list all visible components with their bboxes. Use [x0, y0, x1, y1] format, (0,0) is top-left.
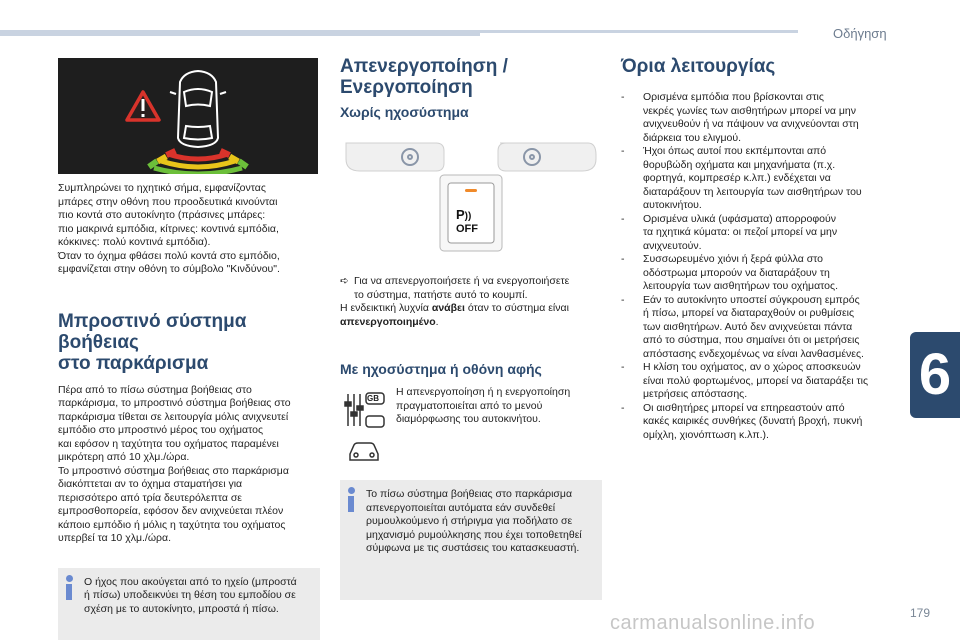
- caption-line: Συμπληρώνει το ηχητικό σήμα, εμφανίζοντας: [58, 182, 266, 194]
- without-audio-subheading: Χωρίς ηχοσύστημα: [340, 104, 469, 120]
- display-caption: [58, 182, 320, 277]
- limit-item: - Ήχοι όπως αυτοί που εκπέμπονται από θορυβώδη οχήματα και μηχανήματα (π.χ. φορτηγά, κομπρεσέρ κ.λπ.) ενδέχεται να διαταράξουν τη λειτουργία των αισθητήρων του αυτοκινήτου.: [621, 145, 893, 213]
- header-bar-right: [480, 30, 798, 33]
- off-label: OFF: [456, 223, 478, 235]
- touchscreen-section: [340, 386, 602, 466]
- info-icon: [348, 487, 356, 513]
- park-sensor-icon: P)): [456, 207, 472, 222]
- caption-line: πιο κοντά στο αυτοκίνητο (πράσινες μπάρες:: [58, 209, 266, 221]
- page-number: 179: [910, 606, 931, 620]
- indicator-led: [465, 189, 477, 192]
- limit-item: - Ορισμένα εμπόδια που βρίσκονται στις νεκρές γωνίες των αισθητήρων μπορεί να μην ανιχνευθούν ή να πάψουν να ανιχνεύονται στη διάρκεια του ελιγμού.: [621, 91, 893, 145]
- header-bar-left: [0, 30, 480, 36]
- info-note-towing: Το πίσω σύστημα βοήθειας στο παρκάρισμα απενεργοποιείται αυτόματα εάν συνδεθεί ρυμουλκούμενο ή στήριγμα για ποδήλατο σε μηχανισμό ρυμούλκησης που έχει τοποθετηθεί σύμφωνα με τις συστάσεις του κατασκευαστή.: [340, 480, 602, 600]
- caption-line: πιο μακρινά εμπόδια, κίτρινες: κοντινά εμπόδια,: [58, 222, 279, 235]
- caption-line: εμφανίζεται στην οθόνη το σύμβολο "Κινδύνου".: [58, 263, 280, 275]
- watermark: carmanualsonline.info: [610, 612, 816, 634]
- touchscreen-text: Η απενεργοποίηση ή η ενεργοποίηση πραγματοποιείται από το μενού διαμόρφωσης του αυτοκινήτου.: [396, 386, 571, 425]
- front-parking-body: Πέρα από το πίσω σύστημα βοήθειας στο παρκάρισμα, το μπροστινό σύστημα βοήθειας στο παρκάρισμα τίθεται σε λειτουργία μόλις ανιχνευτεί εμπόδιο στο μπροστινό μέρος του οχήματος και εφόσον η ταχύτητα του οχήματος παραμένει μικρότερη από 10 χλμ./ώρα. Το μπροστινό σύστημα βοήθειας στο παρκάρισμα διακόπτεται αν το όχημα σταματήσει για περισσότερο από τρία δευτερόλεπτα σε εμπροσθοπορεία, εφόσον δεν ανιχνεύεται πλέον κάποιο εμπόδιο ή μόλις η ταχύτητα του οχήματος υπερβεί τα 10 χλμ./ώρα.: [58, 383, 291, 544]
- limit-item: - Εάν το αυτοκίνητο υποστεί σύγκρουση εμπρός ή πίσω, μπορεί να διαταραχθούν οι ρυθμίσεις των αισθητήρων. Αυτό δεν ανιχνεύεται πάντα από το σύστημα, που σημαίνει ότι οι μετρήσεις απόστασης ενδεχομένως να είναι λανθασμένες.: [621, 294, 893, 362]
- front-parking-heading: Μπροστινό σύστημα βοήθειας στο παρκάρισμα: [58, 310, 247, 374]
- indicator-led-text: Η ενδεικτική λυχνία ανάβει όταν το σύστημα είναι: [340, 302, 569, 314]
- toggle-heading: Απενεργοποίηση / Ενεργοποίηση: [340, 56, 508, 98]
- limits-heading: Όρια λειτουργίας: [621, 56, 776, 77]
- car-front-icon: [346, 440, 382, 464]
- dashboard-button-graphic: [340, 129, 602, 269]
- gb-label: GB: [367, 394, 379, 403]
- button-illustration: [340, 129, 602, 269]
- limits-list: [621, 91, 893, 442]
- limit-item: - Ορισμένα υλικά (υφάσματα) απορροφούν τα ηχητικά κύματα: οι πεζοί μπορεί να μην ανιχνευτούν.: [621, 213, 893, 254]
- column-left: [58, 58, 320, 640]
- arrow-right-icon: ➪: [340, 275, 349, 287]
- parking-display-illustration: [58, 58, 318, 174]
- chapter-tab: 6: [910, 332, 960, 418]
- section-title: Οδήγηση: [833, 26, 887, 41]
- button-instructions: ➪ Για να απενεργοποιήσετε ή να ενεργοποιήσετε το σύστημα, πατήστε αυτό το κουμπί. Η ενδεικτική λυχνία ανάβει όταν το σύστημα είναι απενεργοποιημένο.: [340, 275, 602, 329]
- caption-line: κόκκινες: πολύ κοντινά εμπόδια).: [58, 236, 211, 248]
- column-right: [621, 56, 893, 442]
- info-note-speaker: Ο ήχος που ακούγεται από το ηχείο (μπροστά ή πίσω) υποδεικνύει τη θέση του εμποδίου σε σχέση με το αυτοκίνητο, μπροστά ή πίσω.: [58, 568, 320, 640]
- settings-menu-icon: [344, 390, 388, 430]
- caption-line: Όταν το όχημα φθάσει πολύ κοντά στο εμπόδιο,: [58, 249, 280, 262]
- limit-item: - Συσσωρευμένο χιόνι ή ξερά φύλλα στο οδόστρωμα μπορούν να διαταράξουν τη λειτουργία των αισθητήρων του οχήματος.: [621, 253, 893, 294]
- parking-sensor-graphic: [58, 58, 318, 174]
- limit-item: - Η κλίση του οχήματος, αν ο χώρος αποσκευών είναι πολύ φορτωμένος, μπορεί να διαταράξει τις μετρήσεις απόστασης.: [621, 361, 893, 402]
- column-middle: [340, 56, 602, 600]
- limit-item: - Οι αισθητήρες μπορεί να επηρεαστούν από κακές καιρικές συνθήκες (δυνατή βροχή, πυκνή ομίχλη, χιονόπτωση κ.λπ.).: [621, 402, 893, 443]
- with-audio-subheading: Με ηχοσύστημα ή οθόνη αφής: [340, 361, 542, 377]
- info-icon: [66, 575, 74, 601]
- caption-line: μπάρες στην οθόνη που προοδευτικά κινούνται: [58, 195, 278, 208]
